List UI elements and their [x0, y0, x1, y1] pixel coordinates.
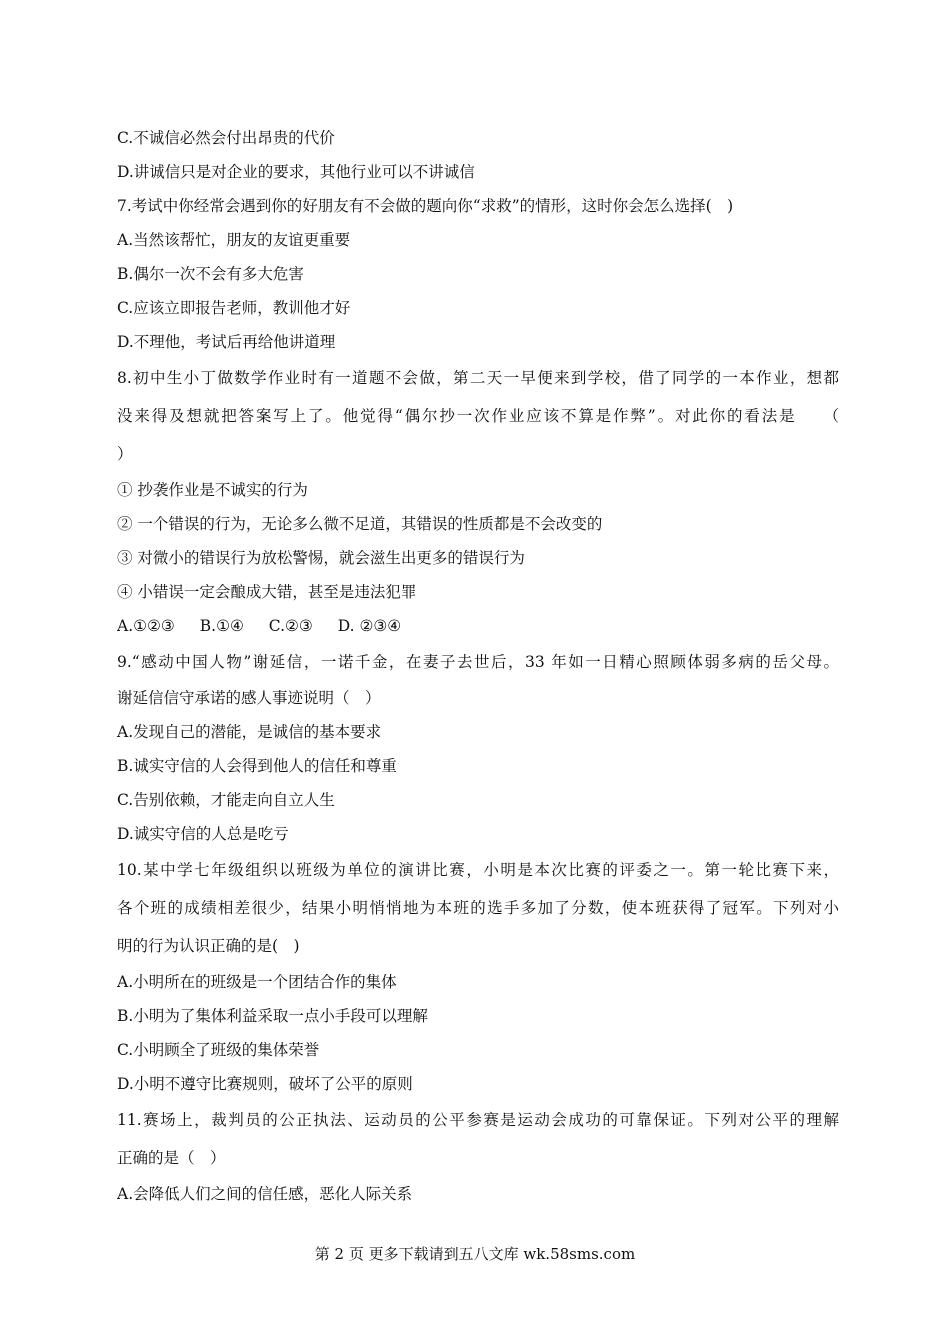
- q7-option-c: C.应该立即报告老师，教训他才好: [117, 299, 351, 317]
- q9-option-b: B.诚实守信的人会得到他人的信任和尊重: [117, 757, 397, 775]
- q8-answer-options: [117, 609, 839, 643]
- q8-option-c: C.②③: [268, 617, 313, 635]
- page-footer: 第 2 页 更多下载请到五八文库 wk.58sms.com: [314, 1245, 636, 1263]
- q8-stem-line3: ）: [117, 445, 133, 463]
- q9-stem-line2: 谢延信信守承诺的感人事迹说明（ ）: [117, 689, 381, 707]
- q8-stem-line1: 8.初中生小丁做数学作业时有一道题不会做，第二天一早便来到学校，借了同学的一本作业，想都: [117, 369, 839, 387]
- q10-stem-line3: 明的行为认识正确的是( ): [117, 937, 300, 955]
- q9-option-c: C.告别依赖，才能走向自立人生: [117, 791, 335, 809]
- page-content: [117, 121, 839, 1211]
- q8-statement-4: ④ 小错误一定会酿成大错，甚至是违法犯罪: [117, 583, 417, 601]
- q6-option-d: D.讲诚信只是对企业的要求，其他行业可以不讲诚信: [117, 163, 475, 181]
- q6-option-c: C.不诚信必然会付出昂贵的代价: [117, 129, 335, 147]
- q10-stem-line1: 10.某中学七年级组织以班级为单位的演讲比赛，小明是本次比赛的评委之一。第一轮比赛下来，: [117, 861, 839, 879]
- q7-option-a: A.当然该帮忙，朋友的友谊更重要: [117, 231, 351, 249]
- q11-option-a: A.会降低人们之间的信任感，恶化人际关系: [117, 1185, 413, 1203]
- q7-stem: 7.考试中你经常会遇到你的好朋友有不会做的题向你“求救”的情形，这时你会怎么选择( ): [117, 197, 734, 215]
- q7-option-d: D.不理他，考试后再给他讲道理: [117, 333, 336, 351]
- q11-stem-line1: 11.赛场上，裁判员的公正执法、运动员的公平参赛是运动会成功的可靠保证。下列对公平的理解: [117, 1111, 839, 1129]
- q10-option-d: D.小明不遵守比赛规则，破坏了公平的原则: [117, 1075, 413, 1093]
- q10-option-a: A.小明所在的班级是一个团结合作的集体: [117, 973, 397, 991]
- q11-stem-line2: 正确的是（ ）: [117, 1149, 226, 1167]
- q7-option-b: B.偶尔一次不会有多大危害: [117, 265, 304, 283]
- q8-statement-3: ③ 对微小的错误行为放松警惕，就会滋生出更多的错误行为: [117, 549, 525, 567]
- q10-stem-line2: 各个班的成绩相差很少，结果小明悄悄地为本班的选手多加了分数，使本班获得了冠军。下列对小: [117, 899, 839, 917]
- q8-statement-2: ② 一个错误的行为，无论多么微不足道，其错误的性质都是不会改变的: [117, 515, 603, 533]
- q8-option-d: D. ②③④: [337, 617, 402, 635]
- q10-option-b: B.小明为了集体利益采取一点小手段可以理解: [117, 1007, 428, 1025]
- q9-stem-line1: 9.“感动中国人物”谢延信，一诺千金，在妻子去世后，33 年如一日精心照顾体弱多病的岳父母。: [117, 653, 839, 671]
- q10-option-c: C.小明顾全了班级的集体荣誉: [117, 1041, 320, 1059]
- q8-option-b: B.①④: [199, 617, 244, 635]
- q9-option-d: D.诚实守信的人总是吃亏: [117, 825, 289, 843]
- q9-option-a: A.发现自己的潜能，是诚信的基本要求: [117, 723, 382, 741]
- q8-statement-1: ① 抄袭作业是不诚实的行为: [117, 481, 308, 499]
- q8-option-a: A.①②③: [117, 617, 175, 635]
- q8-stem-line2: 没来得及想就把答案写上了。他觉得“偶尔抄一次作业应该不算是作弊”。对此你的看法是 （: [117, 407, 839, 425]
